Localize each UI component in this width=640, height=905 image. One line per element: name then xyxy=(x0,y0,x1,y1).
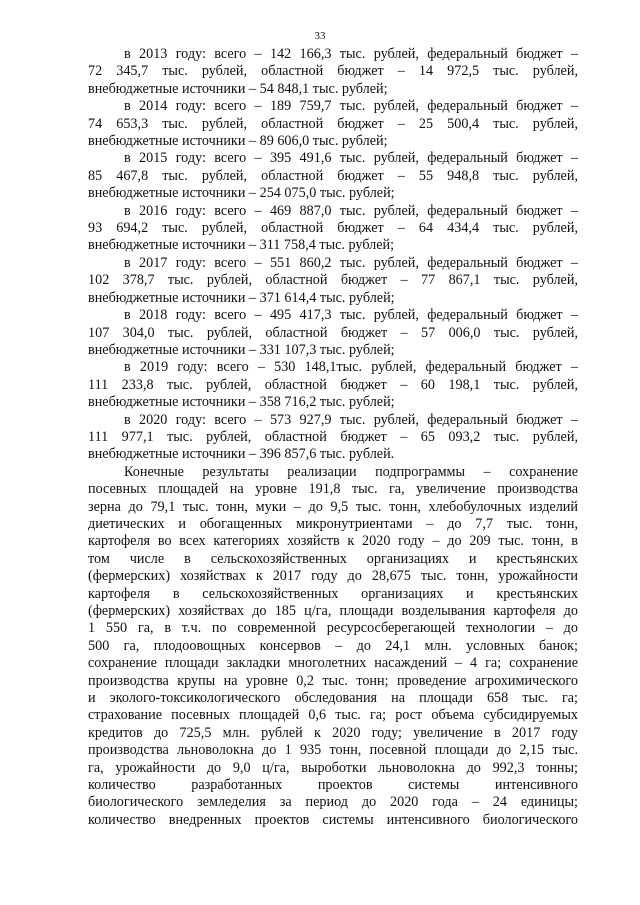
text-line: в 2014 году: всего – 189 759,7 тыс. рублей, федеральный бюджет – xyxy=(124,98,578,115)
text-line: количество внедренных проектов системы интенсивного биологического xyxy=(88,811,578,828)
text-line: 111 233,8 тыс. рублей, областной бюджет – 60 198,1 тыс. рублей, xyxy=(88,376,578,393)
text-line: том числе в сельскохозяйственных организациях и крестьянских xyxy=(88,550,578,567)
text-line: 500 га, плодоовощных консервов – до 24,1 млн. условных банок; xyxy=(88,637,578,654)
text-line: в 2016 году: всего – 469 887,0 тыс. рублей, федеральный бюджет – xyxy=(124,202,578,219)
funding-year-paragraph xyxy=(88,307,578,359)
text-line: внебюджетные источники – 331 107,3 тыс. рублей; xyxy=(88,341,395,358)
document-body xyxy=(88,46,578,829)
text-line: 102 378,7 тыс. рублей, областной бюджет – 77 867,1 тыс. рублей, xyxy=(88,272,578,289)
text-line: внебюджетные источники – 254 075,0 тыс. рублей; xyxy=(88,185,395,202)
text-line: внебюджетные источники – 54 848,1 тыс. рублей; xyxy=(88,80,388,97)
text-line: страхование посевных площадей 0,6 тыс. га; рост объема субсидируемых xyxy=(88,707,578,724)
text-line: 1 550 га, в т.ч. по современной ресурсосберегающей технологии – до xyxy=(88,620,578,637)
text-line: в 2020 году: всего – 573 927,9 тыс. рублей, федеральный бюджет – xyxy=(124,411,578,428)
text-line: внебюджетные источники – 311 758,4 тыс. рублей; xyxy=(88,237,395,254)
text-line: в 2013 году: всего – 142 166,3 тыс. рублей, федеральный бюджет – xyxy=(124,46,578,62)
funding-year-paragraph xyxy=(88,150,578,202)
funding-by-year xyxy=(88,46,578,464)
text-line: посевных площадей на уровне 191,8 тыс. га, увеличение производства xyxy=(88,481,578,498)
text-line: внебюджетные источники – 89 606,0 тыс. рублей; xyxy=(88,133,388,150)
text-line: 107 304,0 тыс. рублей, областной бюджет – 57 006,0 тыс. рублей, xyxy=(88,324,578,341)
text-line: внебюджетные источники – 358 716,2 тыс. рублей; xyxy=(88,394,395,411)
text-line: 93 694,2 тыс. рублей, областной бюджет – 64 434,4 тыс. рублей, xyxy=(88,220,578,237)
text-line: га, урожайности до 9,0 ц/га, выроботки льноволокна до 992,3 тонны; xyxy=(88,759,578,776)
text-line: сохранение площади закладки многолетних насаждений – 4 га; сохранение xyxy=(88,655,578,672)
text-line: кредитов до 725,5 млн. рублей к 2020 году; увеличение в 2017 году xyxy=(88,724,578,741)
text-line: 72 345,7 тыс. рублей, областной бюджет – 14 972,5 тыс. рублей, xyxy=(88,63,578,80)
text-line: производства льноволокна до 1 935 тонн, посевной площади до 2,15 тыс. xyxy=(88,742,578,759)
funding-year-paragraph xyxy=(88,412,578,464)
text-line: количество разработанных проектов системы интенсивного xyxy=(88,777,578,794)
text-line: внебюджетные источники – 396 857,6 тыс. рублей. xyxy=(88,446,395,463)
text-line: Конечные результаты реализации подпрограммы – сохранение xyxy=(124,463,578,480)
text-line: биологического земледелия за период до 2020 года – 24 единицы; xyxy=(88,794,578,811)
text-line: в 2015 году: всего – 395 491,6 тыс. рублей, федеральный бюджет – xyxy=(124,150,578,167)
text-line: и эколого-токсикологического обследования на площади 658 тыс. га; xyxy=(88,690,578,707)
text-line: зерна до 79,1 тыс. тонн, муки – до 9,5 тыс. тонн, хлебобулочных изделий xyxy=(88,498,578,515)
text-line: 74 653,3 тыс. рублей, областной бюджет – 25 500,4 тыс. рублей, xyxy=(88,115,578,132)
funding-year-paragraph xyxy=(88,359,578,411)
text-line: 85 467,8 тыс. рублей, областной бюджет – 55 948,8 тыс. рублей, xyxy=(88,167,578,184)
text-line: в 2017 году: всего – 551 860,2 тыс. рублей, федеральный бюджет – xyxy=(124,254,578,271)
page-number: 33 xyxy=(314,30,326,42)
final-results-paragraph xyxy=(88,464,578,830)
funding-year-paragraph xyxy=(88,98,578,150)
text-line: картофеля в сельскохозяйственных организациях и крестьянских xyxy=(88,585,578,602)
funding-year-paragraph xyxy=(88,46,578,98)
text-line: внебюджетные источники – 371 614,4 тыс. рублей; xyxy=(88,289,395,306)
text-line: 111 977,1 тыс. рублей, областной бюджет – 65 093,2 тыс. рублей, xyxy=(88,428,578,445)
text-line: в 2019 году: всего – 530 148,1тыс. рублей, федеральный бюджет – xyxy=(124,359,578,376)
text-line: (фермерских) хозяйствах к 2017 году до 28,675 тыс. тонн, урожайности xyxy=(88,568,578,585)
text-line: производства крупы на уровне 0,2 тыс. тонн; проведение агрохимического xyxy=(88,672,578,689)
funding-year-paragraph xyxy=(88,255,578,307)
text-line: в 2018 году: всего – 495 417,3 тыс. рублей, федеральный бюджет – xyxy=(124,307,578,324)
text-line: диетических и обогащенных микронутриентами – до 7,7 тыс. тонн, xyxy=(88,515,578,532)
text-line: (фермерских) хозяйствах до 185 ц/га, площади возделывания картофеля до xyxy=(88,603,578,619)
text-line: картофеля во всех категориях хозяйств к 2020 году – до 209 тыс. тонн, в xyxy=(88,533,578,550)
funding-year-paragraph xyxy=(88,203,578,255)
